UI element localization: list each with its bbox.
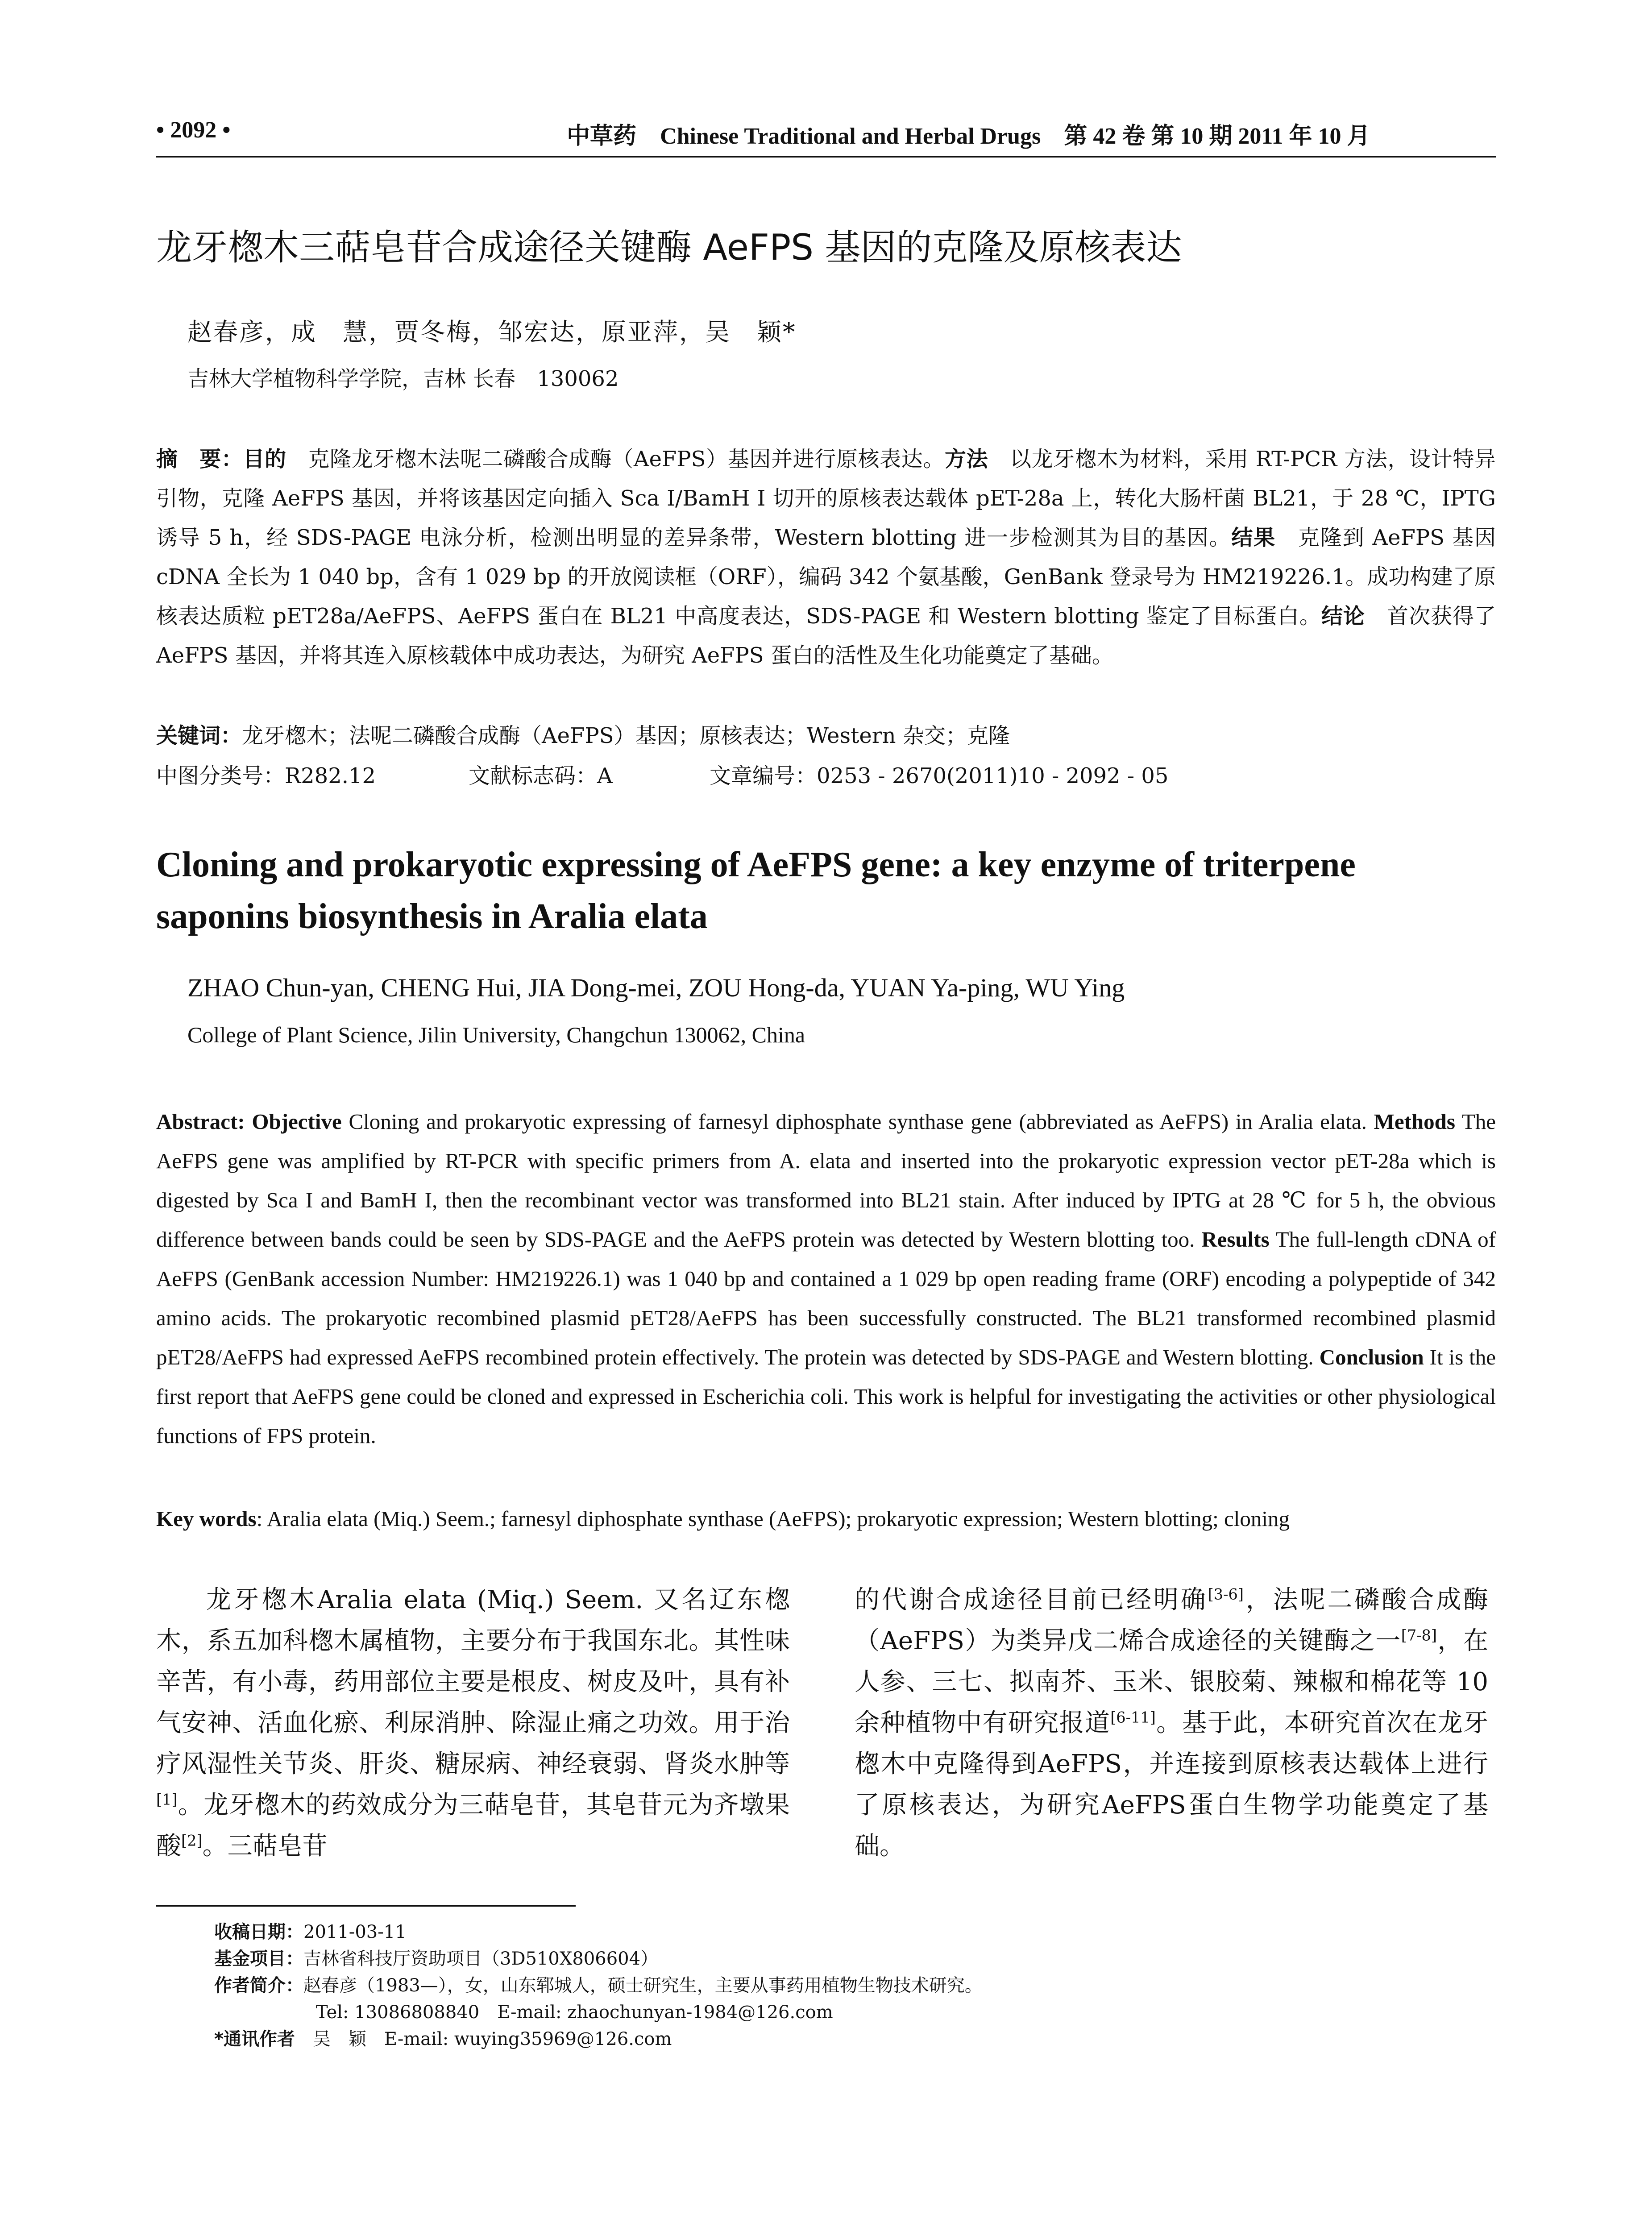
citation[interactable]: [2] (181, 1832, 203, 1849)
abstract-english (156, 1102, 1496, 1456)
objective-text: 克隆龙牙楤木法呢二磷酸合成酶（AeFPS）基因并进行原核表达。 (286, 447, 945, 472)
keywords-chinese (156, 718, 1010, 749)
footnote-author: 作者简介：赵春彦（1983—），女，山东郓城人，硕士研究生，主要从事药用植物生物技术研究。 (214, 1975, 983, 1996)
keywords-en-label: Key words (156, 1506, 257, 1531)
document-code: 文献标志码：A (469, 763, 613, 788)
results-label: 结果 (1231, 525, 1276, 550)
page-number: • 2092 • (156, 117, 231, 143)
authors-english: ZHAO Chun-yan, CHENG Hui, JIA Dong-mei, ZOU Hong-da, YUAN Ya-ping, WU Ying (187, 973, 1125, 1002)
body-column-right (855, 1580, 1488, 1867)
body-paragraph: 的代谢合成途径目前已经明确[3-6]，法呢二磷酸合成酶（AeFPS）为类异戊二烯合成途径的关键酶之一[7-8]，在人参、三七、拟南芥、玉米、银胶菊、辣椒和棉花等 10 余种植物中有研究报道[6-11]。基于此，本研究首次在龙牙楤木中克隆得到AeFPS，并连接到原核表达载体上进行了原核表达，为研究AeFPS蛋白生物学功能奠定了基础。 (855, 1585, 1489, 1861)
journal-name-cn: 中草药 (567, 124, 637, 149)
methods-en-text: The AeFPS gene was amplified by RT-PCR with specific primers from A. elata and inserted into the prokaryotic expression vector pET-28a which is digested by Sca I and BamH I, then the recombinant vector was transformed into BL21 stain. After induced by IPTG at 28 ℃ for 5 h, the obvious difference between bands could be seen by SDS-PAGE and the AeFPS protein was detected by Western blotting too. (156, 1109, 1496, 1252)
affiliation-english: College of Plant Science, Jilin University, Changchun 130062, China (187, 1022, 805, 1047)
conclusion-en-text: It is the first report that AeFPS gene could be cloned and expressed in Escherichia coli. This work is helpful for investigating the activities or other physiological functions of FPS protein. (156, 1345, 1496, 1448)
abstract-en-label: Abstract: Objective (156, 1109, 342, 1134)
keywords-text: 龙牙楤木；法呢二磷酸合成酶（AeFPS）基因；原核表达；Western 杂交；克隆 (242, 723, 1010, 748)
clc-number: 中图分类号：R282.12 (156, 763, 376, 788)
footnote-author-contact: Tel: 13086808840 E-mail: zhaochunyan-1984@126.com (316, 2002, 833, 2023)
title-english: Cloning and prokaryotic expressing of AeFPS gene: a key enzyme of triterpene saponins biosynthesis in Aralia elata (156, 845, 1356, 936)
article-number: 文章编号：0253 - 2670(2011)10 - 2092 - 05 (710, 763, 1169, 788)
results-text: 克隆到 AeFPS 基因 cDNA 全长为 1 040 bp，含有 1 029 bp 的开放阅读框（ORF），编码 342 个氨基酸，GenBank 登录号为 HM219226.1。成功构建了原核表达质粒 pET28a/AeFPS、AeFPS 蛋白在 BL21 中高度表达，SDS-PAGE 和 Western blotting 鉴定了目标蛋白。 (156, 525, 1496, 629)
results-en-label: Results (1201, 1227, 1270, 1252)
conclusion-label: 结论 (1321, 604, 1365, 629)
authors-chinese: 赵春彦，成 慧，贾冬梅，邹宏达，原亚萍，吴 颖* (187, 318, 797, 346)
body-column-left (156, 1580, 790, 1867)
journal-name (567, 117, 1370, 150)
conclusion-en-label: Conclusion (1319, 1345, 1424, 1369)
body-paragraph: 龙牙楤木Aralia elata (Miq.) Seem. 又名辽东楤木，系五加科楤木属植物，主要分布于我国东北。其性味辛苦，有小毒，药用部位主要是根皮、树皮及叶，具有补气安神、活血化瘀、利尿消肿、除湿止痛之功效。用于治疗风湿性关节炎、肝炎、糖尿病、神经衰弱、肾炎水肿等[1]。龙牙楤木的药效成分为三萜皂苷，其皂苷元为齐墩果酸[2]。三萜皂苷 (156, 1585, 790, 1861)
keywords-en-text: : Aralia elata (Miq.) Seem.; farnesyl diphosphate synthase (AeFPS); prokaryotic expression; Western blotting; cloning (256, 1506, 1290, 1531)
conclusion-text: 首次获得了 AeFPS 基因，并将其连入原核载体中成功表达，为研究 AeFPS 蛋白的活性及生化功能奠定了基础。 (156, 604, 1496, 668)
methods-label: 方法 (945, 447, 988, 472)
citation[interactable]: [7-8] (1401, 1626, 1437, 1644)
journal-issue: 第 42 卷 第 10 期 2011 年 10 月 (1064, 124, 1370, 149)
citation[interactable]: [6-11] (1110, 1708, 1156, 1726)
title-chinese: 龙牙楤木三萜皂苷合成途径关键酶 AeFPS 基因的克隆及原核表达 (156, 227, 1182, 268)
citation[interactable]: [1] (156, 1791, 178, 1808)
results-en-text: The full-length cDNA of AeFPS (GenBank accession Number: HM219226.1) was 1 040 bp and contained a 1 029 bp open reading frame (ORF) encoding a polypeptide of 342 amino acids. The prokaryotic recombined plasmid pET28/AeFPS has been successfully constructed. The BL21 transformed recombined plasmid pET28/AeFPS had expressed AeFPS recombined protein effectively. The protein was detected by SDS-PAGE and Western blotting. (156, 1227, 1496, 1369)
abstract-chinese (156, 440, 1496, 675)
footnote-received: 收稿日期：2011-03-11 (214, 1922, 407, 1942)
keywords-english (156, 1506, 1290, 1531)
methods-en-label: Methods (1374, 1109, 1455, 1134)
footnote-corresponding: *通讯作者 吴 颖 E-mail: wuying35969@126.com (214, 2029, 672, 2049)
objective-en-text: Cloning and prokaryotic expressing of farnesyl diphosphate synthase gene (abbreviated as AeFPS) in Aralia elata. (341, 1109, 1374, 1134)
journal-name-en: Chinese Traditional and Herbal Drugs (660, 124, 1041, 149)
footnotes (214, 1919, 983, 2053)
header-divider (156, 156, 1496, 158)
abstract-label: 摘 要： (156, 447, 243, 472)
citation[interactable]: [3-6] (1208, 1585, 1244, 1603)
footnote-divider (156, 1905, 576, 1907)
objective-label: 目的 (243, 447, 286, 472)
affiliation-chinese: 吉林大学植物科学学院，吉林 长春 130062 (187, 366, 619, 391)
keywords-label: 关键词： (156, 723, 242, 748)
footnote-fund: 基金项目：吉林省科技厅资助项目（3D510X806604） (214, 1949, 659, 1969)
methods-text: 以龙牙楤木为材料，采用 RT-PCR 方法，设计特异引物，克隆 AeFPS 基因，并将该基因定向插入 Sca I/BamH I 切开的原核表达载体 pET-28a 上，转化大肠杆菌 BL21，于 28 ℃，IPTG 诱导 5 h，经 SDS-PAGE 电泳分析，检测出明显的差异条带，Western blotting 进一步检测其为目的基因。 (156, 447, 1496, 550)
